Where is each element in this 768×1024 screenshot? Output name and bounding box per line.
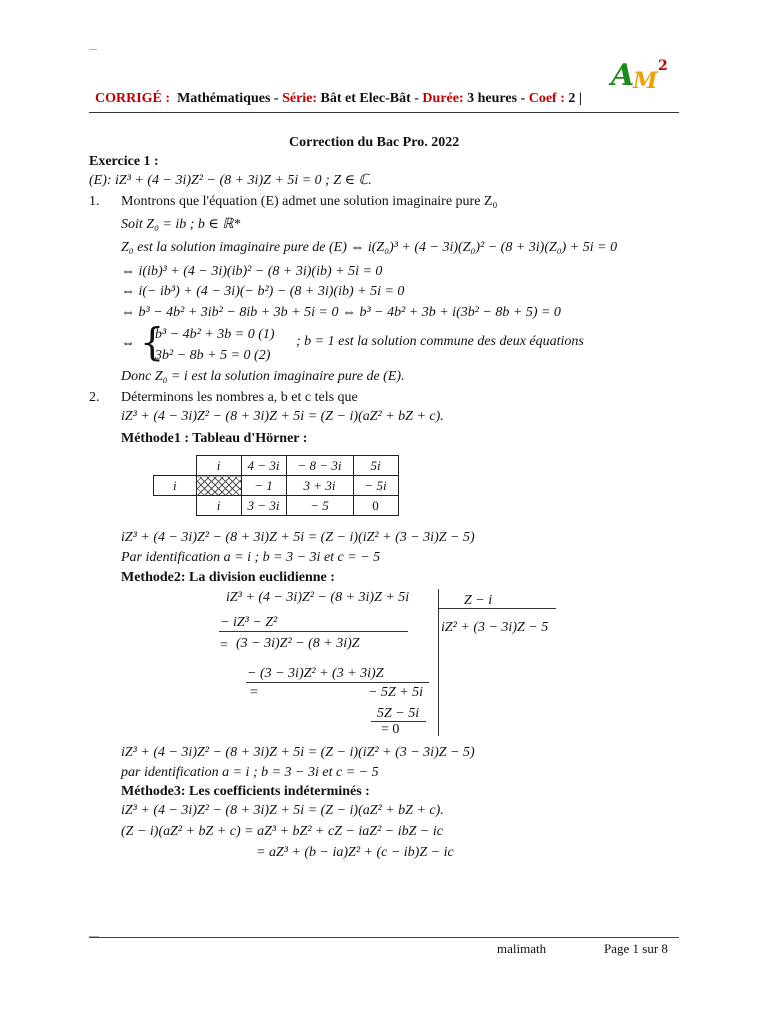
hatched-cell xyxy=(196,476,241,496)
equation-e: (E): iZ³ + (4 − 3i)Z² − (8 + 3i)Z + 5i = 0 ; Z ∈ ℂ. xyxy=(89,173,372,188)
division-step-5: 5Z − 5i xyxy=(377,706,420,721)
footer-page-number: Page 1 sur 8 xyxy=(604,941,668,956)
coefficients-step-2: (Z − i)(aZ² + bZ + c) = aZ³ + bZ² + cZ − iaZ² − ibZ − ic xyxy=(121,824,443,839)
division-step-4: − 5Z + 5i xyxy=(368,685,424,700)
system-brace: { xyxy=(140,320,165,364)
division-step-3: − (3 − 3i)Z² + (3 + 3i)Z xyxy=(247,666,384,681)
coefficients-step-1: iZ³ + (4 − 3i)Z² − (8 + 3i)Z + 5i = (Z − i)(aZ² + bZ + c). xyxy=(121,803,444,818)
header-subject: Mathématiques xyxy=(177,91,271,106)
horner-table xyxy=(153,455,399,516)
table-cell: − 5i xyxy=(353,476,398,496)
question-2: Déterminons les nombres a, b et c tels que xyxy=(121,390,358,405)
horner-result: iZ³ + (4 − 3i)Z² − (8 + 3i)Z + 5i = (Z − i)(iZ² + (3 − 3i)Z − 5) xyxy=(121,530,475,545)
step-2: Z₀ est la solution imaginaire pure de (E) ⇔ i(Z₀)³ + (4 − 3i)(Z₀)² − (8 + 3i)(Z₀) + 5i = 0 xyxy=(121,240,618,255)
method-3-heading: Méthode3: Les coefficients indéterminés : xyxy=(121,784,370,799)
table-cell: 0 xyxy=(353,496,398,516)
table-cell: i xyxy=(154,476,197,496)
table-cell: − 1 xyxy=(241,476,286,496)
system-eq-1: b³ − 4b² + 3b = 0 (1) xyxy=(155,327,275,342)
header-coef-label: Coef : xyxy=(528,91,565,106)
division-rule-2 xyxy=(246,682,429,683)
division-remainder: = 0 xyxy=(381,722,400,737)
division-result: iZ³ + (4 − 3i)Z² − (8 + 3i)Z + 5i = (Z − i)(iZ² + (3 − 3i)Z − 5) xyxy=(121,745,475,760)
method-2-heading: Methode2: La division euclidienne : xyxy=(121,570,335,585)
question-1: Montrons que l'équation (E) admet une solution imaginaire pure Z₀ xyxy=(121,194,498,209)
footer-rule xyxy=(89,937,679,938)
logo-letter-a: A xyxy=(611,58,635,93)
table-cell: i xyxy=(196,496,241,516)
header-serie: Bât et Elec-Bât xyxy=(320,91,411,106)
division-rule-1 xyxy=(219,631,408,632)
logo-letter-m: M xyxy=(633,68,658,94)
header-corrige: CORRIGÉ : xyxy=(95,91,171,106)
horner-identification: Par identification a = i ; b = 3 − 3i et c = − 5 xyxy=(121,550,381,565)
division-vertical-bar xyxy=(438,589,439,736)
question-2-equation: iZ³ + (4 − 3i)Z² − (8 + 3i)Z + 5i = (Z − i)(aZ² + bZ + c). xyxy=(121,409,444,424)
step-1: Soit Z₀ = ib ; b ∈ ℝ* xyxy=(121,217,241,232)
header-duree-label: Durée: xyxy=(422,91,464,106)
header-separator: - xyxy=(414,91,419,106)
division-divisor: Z − i xyxy=(464,593,493,608)
division-equals-1: = xyxy=(220,638,228,653)
division-identification: par identification a = i ; b = 3 − 3i et c = − 5 xyxy=(121,765,379,780)
system-eq-2: 3b² − 8b + 5 = 0 (2) xyxy=(155,348,271,363)
header-duree: 3 heures xyxy=(467,91,518,106)
header-separator: - xyxy=(520,91,526,106)
division-step-1: − iZ³ − Z² xyxy=(220,615,278,630)
coefficients-step-3: = aZ³ + (b − ia)Z² + (c − ib)Z − ic xyxy=(256,845,454,860)
table-cell: − 8 − 3i xyxy=(286,456,353,476)
system-comment: ; b = 1 est la solution commune des deux équations xyxy=(296,334,584,349)
footer-author: malimath xyxy=(497,941,547,956)
exercise-heading: Exercice 1 : xyxy=(89,154,159,169)
page-header xyxy=(95,91,582,107)
table-cell: i xyxy=(196,456,241,476)
table-row xyxy=(154,496,399,516)
table-row xyxy=(154,476,399,496)
division-quotient: iZ² + (3 − 3i)Z − 5 xyxy=(441,620,549,635)
division-divisor-rule xyxy=(438,608,556,609)
table-row xyxy=(154,456,399,476)
header-coef: 2 | xyxy=(568,91,582,106)
table-cell: − 5 xyxy=(286,496,353,516)
step-4: ⇔ i(− ib³) + (4 − 3i)(− b²) − (8 + 3i)(ib) + 5i = 0 xyxy=(121,284,405,299)
header-serie-label: Série: xyxy=(282,91,318,106)
system-arrow: ⇔ xyxy=(121,336,135,351)
item-number-1: 1. xyxy=(89,194,100,209)
division-equals-2: = xyxy=(250,685,258,700)
top-mark xyxy=(89,49,97,50)
header-separator: - xyxy=(273,91,279,106)
division-dividend: iZ³ + (4 − 3i)Z² − (8 + 3i)Z + 5i xyxy=(226,590,410,605)
logo-superscript: 2 xyxy=(658,58,668,74)
table-cell xyxy=(154,456,197,476)
table-cell: 3 − 3i xyxy=(241,496,286,516)
header-rule xyxy=(89,112,679,113)
step-conclusion: Donc Z₀ = i est la solution imaginaire pure de (E). xyxy=(121,369,405,384)
table-cell: 4 − 3i xyxy=(241,456,286,476)
division-step-2: (3 − 3i)Z² − (8 + 3i)Z xyxy=(236,636,360,651)
method-1-heading: Méthode1 : Tableau d'Hörner : xyxy=(121,431,308,446)
page-title: Correction du Bac Pro. 2022 xyxy=(289,135,460,150)
item-number-2: 2. xyxy=(89,390,100,405)
table-cell: 5i xyxy=(353,456,398,476)
table-cell xyxy=(154,496,197,516)
step-5: ⇔ b³ − 4b² + 3ib² − 8ib + 3b + 5i = 0 ⇔ b³ − 4b² + 3b + i(3b² − 8b + 5) = 0 xyxy=(121,305,561,320)
step-3: ⇔ i(ib)³ + (4 − 3i)(ib)² − (8 + 3i)(ib) + 5i = 0 xyxy=(121,264,383,279)
table-cell: 3 + 3i xyxy=(286,476,353,496)
